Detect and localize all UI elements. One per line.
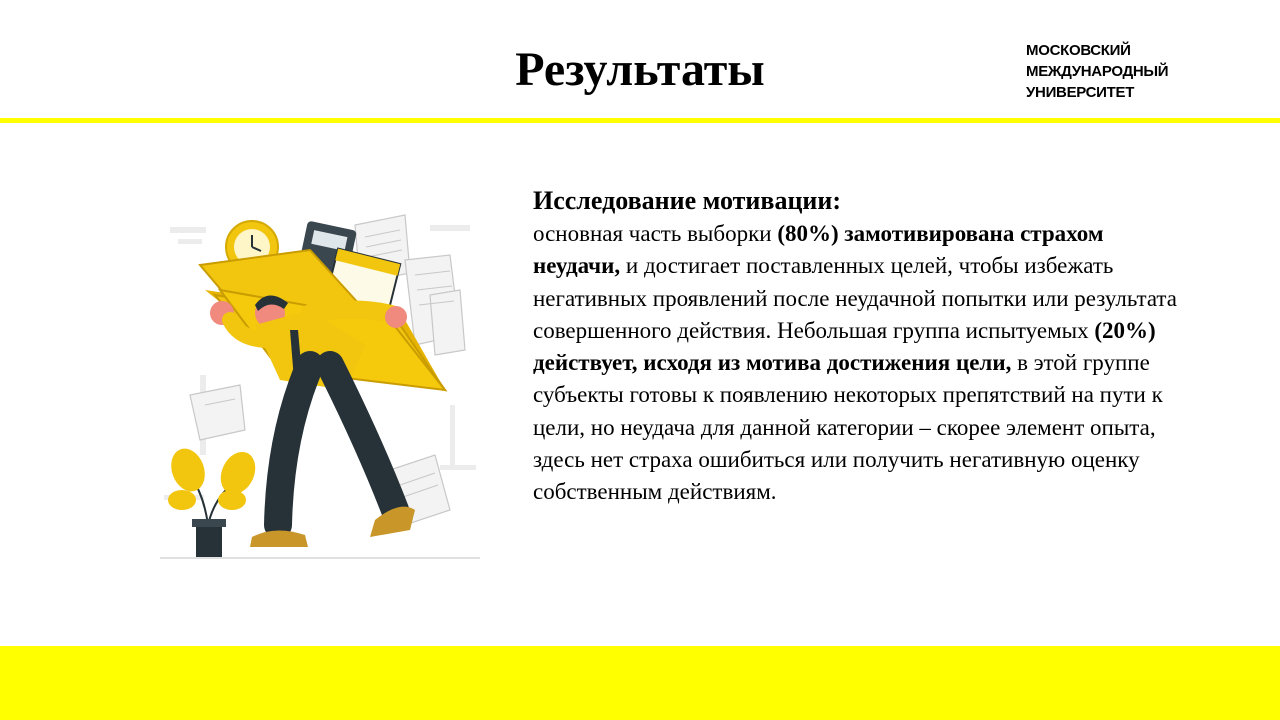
text-bold-2: (20%) действует, исходя из мотива достижения цели, xyxy=(533,317,1156,376)
logo-line-3: УНИВЕРСИТЕТ xyxy=(1026,84,1135,101)
text-part-2: и достигает поставленных целей, чтобы избежать негативных проявлений после неудачной попытки или результата совершенного действия. Небольшая группа испытуемых xyxy=(533,253,1177,343)
header-divider xyxy=(0,118,1280,123)
university-logo xyxy=(1026,40,1168,103)
text-bold-1: (80%) замотивирована страхом неудачи, xyxy=(533,221,1104,279)
results-heading: Исследование мотивации: xyxy=(533,186,842,215)
text-part-1: основная часть выборки xyxy=(533,221,778,246)
slide-title: Результаты xyxy=(515,43,765,96)
footer-band xyxy=(0,646,1280,720)
logo-line-2: МЕЖДУНАРОДНЫЙ xyxy=(1026,63,1169,80)
stressed-man-carrying-work-icon xyxy=(160,195,490,565)
results-text xyxy=(533,184,1193,509)
logo-line-1: МОСКОВСКИЙ xyxy=(1026,42,1131,59)
text-part-3: в этой группе субъекты готовы к появлению некоторых препятствий на пути к цели, но неудача для данной категории – скорее элемент опыта, здесь нет страха ошибиться или получить негативную оценку собственным действиям. xyxy=(533,350,1163,505)
